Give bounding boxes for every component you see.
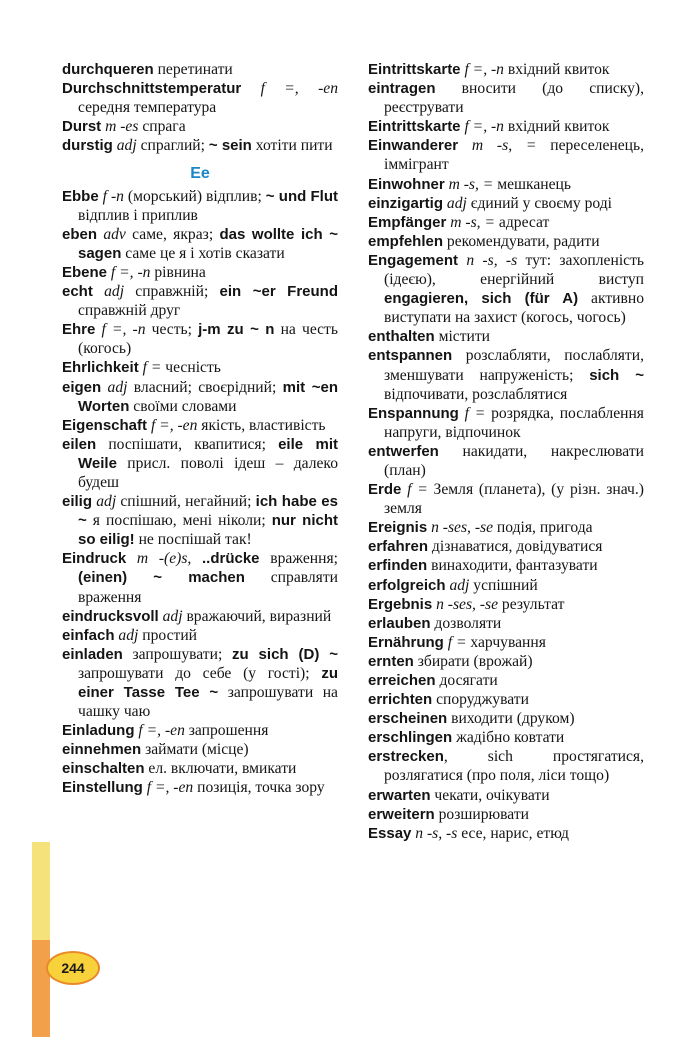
entry-headword: durchqueren [62, 61, 154, 78]
entry-text: дізнаватися, довідуватися [428, 538, 603, 556]
entry-headword: einladen [62, 645, 123, 663]
dictionary-entry [368, 728, 644, 747]
entry-headword: eigen [62, 378, 102, 396]
entry-grammar: adj [446, 194, 467, 212]
entry-headword: erscheinen [368, 710, 448, 728]
entry-headword: entwerfen [368, 442, 439, 460]
dictionary-entry [368, 537, 644, 556]
entry-headword: einnehmen [62, 741, 142, 759]
entry-text: розрядка, послаблення напруги, відпочинок [384, 404, 644, 441]
entry-text: справжній друг [78, 302, 181, 320]
entry-headword: Ebene [62, 263, 108, 281]
entry-text: Земля (планета), (у різн. знач.) земля [384, 481, 644, 518]
entry-grammar: f = [142, 359, 162, 377]
page-edge-accent [32, 940, 50, 1037]
entry-headword: enthalten [368, 328, 435, 346]
entry-grammar: f =, -n [464, 118, 504, 136]
dictionary-entry [62, 759, 338, 778]
entry-grammar: f =, -en [138, 722, 185, 740]
page-number-badge [46, 951, 100, 985]
entry-text [458, 137, 472, 154]
entry-headword: erschlingen [368, 729, 453, 747]
entry-phrase: engagieren, sich (für A) [384, 290, 579, 308]
entry-text: вражаючий, виразний [182, 607, 332, 625]
entry-phrase: ich habe es ~ [78, 493, 338, 530]
entry-text: спраглий; [136, 137, 209, 155]
entry-text: запрошувати до себе (у гості); [78, 664, 322, 682]
entry-text: власний; своєрідний; [127, 378, 283, 396]
entry-headword: Ehrlichkeit [62, 359, 139, 377]
dictionary-entry [368, 79, 644, 117]
dictionary-entry [368, 805, 644, 824]
dictionary-entry [368, 327, 644, 346]
entry-grammar: f =, -en [150, 416, 198, 434]
entry-text: відплив і приплив [78, 206, 198, 224]
entry-grammar: n -ses, -se [436, 595, 499, 613]
entry-text: (морський) відплив; [123, 187, 266, 205]
entry-text: тут: захопленість (ідеєю), енергійний виступ [384, 251, 644, 289]
dictionary-entry [368, 480, 644, 518]
entry-headword: erwarten [368, 786, 431, 804]
dictionary-entry [368, 614, 644, 633]
entry-text: містити [434, 328, 491, 346]
dictionary-entry [368, 251, 644, 327]
entry-headword: Ebbe [62, 187, 99, 205]
entry-text: саме, якраз; [125, 225, 220, 243]
entry-text: чесність [161, 359, 221, 377]
entry-text: харчування [466, 633, 546, 651]
entry-text: розширювати [434, 805, 529, 823]
dictionary-entry [62, 626, 338, 645]
dictionary-entry [368, 194, 644, 213]
entry-text: позиція, точка зору [193, 779, 325, 797]
entry-headword: Eintrittskarte [368, 61, 461, 78]
entry-text: єдиний у своєму роді [466, 194, 612, 212]
dictionary-entry [368, 404, 644, 442]
entry-text: виходити (друком) [447, 710, 575, 728]
entry-text: якість, властивість [197, 416, 326, 434]
dictionary-entry [62, 549, 338, 606]
entry-headword: eintragen [368, 80, 436, 98]
entry-text: запрошувати; [122, 645, 232, 663]
entry-headword: errichten [368, 691, 433, 709]
entry-headword: erreichen [368, 672, 436, 689]
entry-headword: Eintrittskarte [368, 118, 461, 136]
entry-text: вхідний квиток [503, 61, 610, 78]
section-letter-heading: Ee [190, 165, 210, 183]
entry-grammar: m -s, = [471, 137, 537, 155]
entry-headword: erfinden [368, 557, 428, 575]
entry-grammar: adv [103, 225, 126, 243]
entry-grammar: f = [464, 404, 486, 422]
entry-text: враження; [259, 550, 338, 568]
dictionary-entry [368, 346, 644, 403]
entry-phrase: j-m zu ~ n [198, 321, 275, 339]
dictionary-entry [368, 232, 644, 251]
entry-text: присл. поволі ідеш – далеко будеш [78, 454, 338, 491]
entry-phrase: (einen) ~ machen [78, 569, 245, 587]
entry-headword: entspannen [368, 347, 453, 365]
entry-grammar: f =, -n [464, 61, 504, 78]
entry-text: переселенець, іммігрант [384, 137, 644, 174]
entry-text: чекати, очікувати [430, 786, 550, 804]
dictionary-entry [62, 721, 338, 740]
dictionary-entry [62, 435, 338, 492]
entry-text: на честь (когось) [78, 321, 338, 358]
dictionary-entry [368, 556, 644, 575]
entry-grammar: m -(e)s, [136, 550, 192, 568]
dictionary-entry [62, 492, 338, 549]
entry-text: мешканець [493, 175, 572, 193]
dictionary-entry [368, 576, 644, 595]
entry-text [191, 550, 202, 567]
entry-headword: einfach [62, 626, 115, 644]
entry-grammar: f =, -n [101, 321, 146, 339]
entry-text [93, 283, 104, 300]
entry-text: своїми словами [129, 397, 237, 415]
entry-text: результат [498, 595, 565, 613]
dictionary-entry [62, 416, 338, 435]
entry-grammar: f =, -en [146, 779, 194, 797]
entry-headword: Ereignis [368, 519, 428, 537]
entry-headword: Eindruck [62, 550, 127, 568]
entry-grammar: n -s, -s [415, 824, 458, 842]
entry-grammar: adj [107, 378, 128, 396]
entry-text: вносити (до списку), реєструвати [384, 80, 644, 117]
entry-text [126, 550, 137, 567]
dictionary-entry [368, 442, 644, 480]
entry-text: справжній; [124, 283, 220, 301]
entry-headword: empfehlen [368, 232, 444, 250]
entry-phrase: mit ~en Worten [78, 378, 339, 415]
entry-headword: Einstellung [62, 779, 143, 797]
entry-grammar: f -n [102, 187, 124, 205]
entry-grammar: f = [447, 633, 467, 651]
dictionary-entry [62, 378, 338, 416]
entry-headword: Eigenschaft [62, 416, 148, 434]
entry-text: успішний [469, 576, 538, 594]
entry-text: хотіти пити [251, 137, 333, 155]
entry-text: розслабляти, послабляти, зменшувати напруженість; [384, 347, 644, 384]
entry-headword: eben [62, 225, 98, 243]
dictionary-entry [62, 320, 338, 358]
entry-text: накидати, накреслювати (план) [384, 442, 644, 479]
entry-text [241, 80, 260, 97]
dictionary-entry [368, 117, 644, 136]
dictionary-entry [368, 633, 644, 652]
entry-headword: durstig [62, 137, 113, 155]
dictionary-entry [62, 607, 338, 626]
entry-headword: Ehre [62, 321, 96, 339]
entry-grammar: adj [96, 493, 117, 511]
entry-headword: Ernährung [368, 633, 444, 651]
entry-headword: einschalten [62, 760, 145, 778]
entry-text: не поспішай так! [134, 531, 252, 549]
entry-grammar: adj [162, 607, 183, 625]
entry-headword: echt [62, 283, 93, 301]
dictionary-entry [62, 358, 338, 377]
entry-phrase: ~ sein [208, 137, 252, 155]
entry-text: я поспішаю, мені ніколи; [86, 512, 272, 530]
entry-text: справляти враження [78, 569, 339, 606]
dictionary-entry [368, 786, 644, 805]
entry-grammar: m -s, = [448, 175, 494, 193]
entry-headword: Empfänger [368, 213, 447, 231]
entry-phrase: ein ~er Freund [219, 283, 339, 301]
entry-text: саме це я і хотів сказати [121, 244, 285, 262]
entry-headword: erlauben [368, 614, 431, 632]
entry-grammar: m -es [105, 118, 139, 136]
entry-phrase: das wollte ich ~ sagen [78, 225, 338, 262]
entry-text: рівнина [150, 263, 206, 281]
entry-text: досягати [435, 672, 498, 689]
dictionary-entry [368, 136, 644, 174]
entry-headword: Einwohner [368, 175, 445, 193]
entry-headword: Erde [368, 481, 402, 499]
dictionary-entry [62, 60, 338, 79]
entry-text: ел. включати, вмикати [144, 760, 297, 778]
dictionary-entry [368, 518, 644, 537]
dictionary-entry [368, 747, 644, 785]
entry-phrase: eile mit Weile [78, 435, 338, 472]
entry-grammar: adj [118, 626, 139, 644]
entry-text: спрага [138, 118, 186, 136]
entry-text: запрошення [184, 722, 269, 740]
entry-grammar: adj [449, 576, 470, 594]
entry-text: поспішати, квапитися; [96, 435, 279, 453]
dictionary-column-right [368, 60, 644, 843]
entry-headword: eilen [62, 435, 97, 453]
dictionary-entry [62, 263, 338, 282]
dictionary-entry [62, 282, 338, 320]
entry-phrase: zu einer Tasse Tee ~ [78, 664, 338, 701]
dictionary-entry [368, 824, 644, 843]
entry-headword: Engagement [368, 251, 459, 269]
entry-text: жадібно ковтати [452, 729, 565, 747]
entry-headword: Einwanderer [368, 137, 459, 155]
entry-text: перетинати [153, 61, 233, 78]
entry-headword: erweitern [368, 805, 435, 823]
entry-text: збирати (врожай) [413, 652, 533, 670]
entry-phrase: nur nicht so eilig! [78, 512, 338, 549]
dictionary-entry [62, 79, 338, 117]
dictionary-entry [62, 187, 338, 225]
entry-text: споруджувати [432, 691, 529, 709]
entry-grammar: m -s, = [450, 213, 496, 231]
entry-text: вхідний квиток [503, 118, 610, 136]
dictionary-entry [368, 690, 644, 709]
entry-headword: erfolgreich [368, 576, 446, 594]
entry-grammar: n -s, -s [466, 251, 518, 269]
dictionary-entry [62, 136, 338, 155]
dictionary-entry [368, 213, 644, 232]
entry-headword: eilig [62, 493, 93, 511]
entry-text: займати (місце) [141, 741, 249, 759]
dictionary-entry [62, 740, 338, 759]
entry-phrase: ~ und Flut [265, 187, 338, 205]
entry-headword: erstrecken [368, 748, 444, 766]
entry-grammar: adj [116, 137, 137, 155]
entry-headword: ernten [368, 652, 414, 670]
entry-grammar: f = [407, 481, 428, 499]
entry-headword: Durchschnittstemperatur [62, 80, 242, 98]
entry-text: активно виступати на захист (когось, чогось) [384, 290, 644, 327]
entry-text: , sich простягатися, розлягатися (про поля, ліси тощо) [384, 748, 644, 785]
entry-phrase: zu sich (D) ~ [231, 645, 338, 663]
entry-grammar: f =, -en [260, 80, 338, 98]
dictionary-entry [62, 225, 338, 263]
entry-headword: erfahren [368, 538, 429, 556]
entry-headword: eindrucksvoll [62, 607, 159, 625]
entry-text: середня температура [78, 99, 217, 117]
dictionary-entry [368, 671, 644, 690]
entry-text: відпочивати, розслаблятися [384, 385, 568, 403]
dictionary-entry [368, 595, 644, 614]
dictionary-entry [62, 645, 338, 721]
entry-grammar: n -ses, -se [431, 519, 494, 537]
entry-text: есе, нарис, етюд [457, 824, 569, 842]
entry-headword: einzigartig [368, 194, 444, 212]
dictionary-entry [368, 652, 644, 671]
entry-headword: Durst [62, 118, 102, 136]
page-number: 244 [61, 960, 85, 976]
entry-grammar: f =, -n [110, 263, 151, 281]
entry-headword: Einladung [62, 722, 135, 740]
dictionary-entry [62, 778, 338, 797]
dictionary-entry [368, 60, 644, 79]
entry-grammar: adj [104, 283, 125, 301]
dictionary-column-left [62, 60, 338, 798]
entry-phrase: sich ~ [589, 366, 644, 384]
entry-text: запрошувати на чашку чаю [78, 684, 338, 721]
entry-text: винаходити, фантазувати [427, 557, 598, 575]
dictionary-entry [368, 175, 644, 194]
entry-text: рекомендувати, радити [443, 232, 600, 250]
entry-headword: Ergebnis [368, 595, 433, 613]
entry-text: простий [138, 626, 198, 644]
entry-headword: Essay [368, 824, 412, 842]
entry-text: дозволяти [430, 614, 502, 632]
entry-text: честь; [145, 321, 199, 339]
entry-text: подія, пригода [493, 519, 593, 537]
entry-text: адресат [495, 213, 550, 231]
dictionary-entry [62, 117, 338, 136]
entry-text: спішний, негайний; [116, 493, 256, 511]
entry-phrase: ..drücke [201, 550, 260, 568]
dictionary-entry [368, 709, 644, 728]
entry-headword: Enspannung [368, 404, 459, 422]
